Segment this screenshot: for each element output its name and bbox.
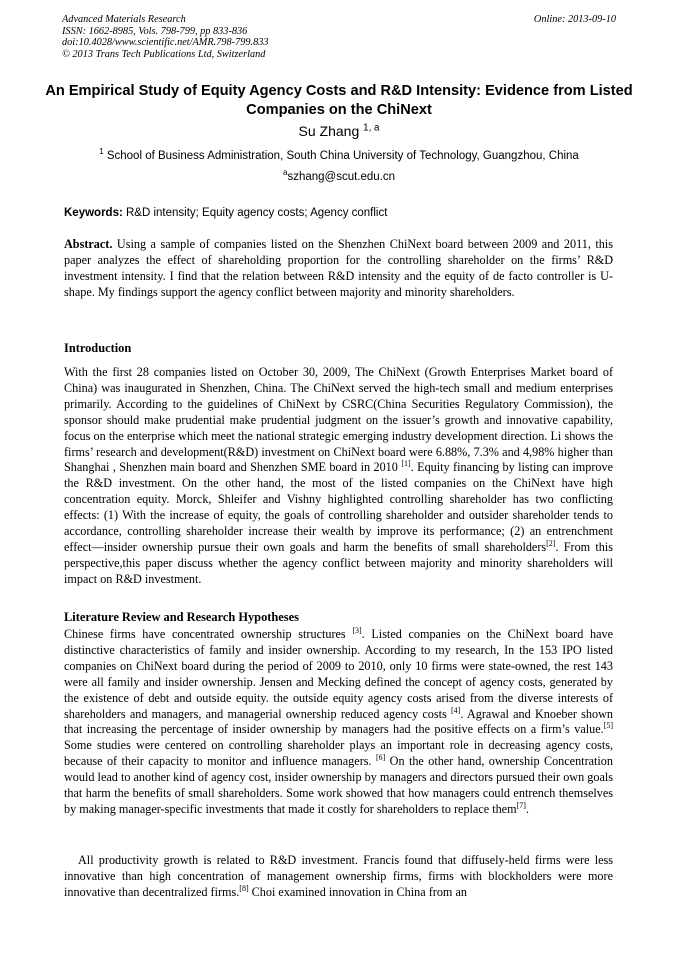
affiliation-text: School of Business Administration, South China University of Technology, Guangzhou, China [106,150,579,162]
citation-8: [8] [239,883,249,893]
author-superscript: 1, a [363,122,380,134]
literature-paragraph-1 [64,627,613,818]
citation-1: [1] [401,459,411,469]
keywords-label: Keywords: [64,207,123,219]
citation-2: [2] [546,538,556,548]
introduction-heading: Introduction [64,341,132,355]
citation-3: [3] [352,625,362,635]
citation-4: [4] [451,705,461,715]
literature-paragraph-2 [64,853,613,901]
keywords-text: R&D intensity; Equity agency costs; Agency conflict [126,207,388,219]
citation-6: [6] [375,753,386,763]
introduction-paragraph [64,365,613,588]
doi-line: doi:10.4028/www.scientific.net/AMR.798-799.833 [62,37,269,49]
lit-text-e: On the other hand, ownership Concentration would lead to another kind of agency cost, insider ownership by managers and directors pursued their own goals that harm the benefits of small shareholders. Some work showed that how managers could entrench themselves by making manager-specific investments that made it costly for shareholders to replace them [64,754,613,816]
lit-text-a: Chinese firms have concentrated ownership structures [64,627,353,641]
affiliation-line [0,147,678,162]
email-line [0,168,678,183]
lit-text-p2b: Choi examined innovation in China from an [248,884,467,899]
affiliation-superscript: 1 [99,147,104,157]
email-address[interactable]: szhang@scut.edu.cn [287,171,396,183]
email-superscript: a [282,168,288,178]
abstract-label: Abstract. [64,237,113,251]
intro-text-1: With the first 28 companies listed on October 30, 2009, The ChiNext (Growth Enterprises Market board of China) was inaugurated in Shenzhen, China. The ChiNext served the high-tech small and medium enterprises primarily. According to the guidelines of ChiNext by CSRC(China Securities Regulatory Commission), the sponsor should make prudential make prudential judgment on the issuer’s growth and innovative capability, focus on the enterprise which meet the national strategic emerging industry development direction. Li shows the firms’ research and development(R&D) investment on ChiNext board were 6.88%, 7.3% and 4,98% higher than Shanghai , Shenzhen main board and Shenzhen SME board in 2010 [64,365,613,475]
literature-heading: Literature Review and Research Hypotheses [64,610,299,624]
author-line [0,123,678,139]
abstract [64,237,613,301]
lit-text-c: . Agrawal and Knoeber shown that increasing the percentage of insider ownership by managers had the positive effects on a firm’s value. [64,706,613,737]
intro-text-2: . Equity financing by listing can improve the R&D investment. On the other hand, the most of the listed companies on the ChiNext have high concentration equity. Morck, Shleifer and Vishny highlighted controlling shareholder has two conflicting effects: (1) With the increase of equity, the goals of controlling shareholder and outsider shareholder tends to accordance, controlling shareholder increase their wealth by improve its performance; (2) an entrenchment effect—insider ownership pursue their own goals and harm the benefits of small shareholders [64,460,613,554]
citation-7: [7] [516,800,526,810]
lit-text-p2a: All productivity growth is related to R&D investment. Francis found that diffusely-held firms were less innovative than high concentration of management ownership firms, firms with blockholders were more innovative than decentralized firms. [64,853,613,899]
journal-name: Advanced Materials Research [62,14,186,25]
paper-title: An Empirical Study of Equity Agency Costs and R&D Intensity: Evidence from Listed Companies on the ChiNext [45,83,633,118]
intro-text-3: . From this perspective,this paper discuss whether the agency conflict between majority and minority shareholders will impact on R&D investment. [64,539,613,586]
lit-text-d: Some studies were centered on controlling shareholder plays an important role in decreasing agency costs, because of their capacity to monitor and influence managers. [64,738,613,769]
abstract-text: Using a sample of companies listed on the Shenzhen ChiNext board between 2009 and 2011, this paper analyzes the effect of shareholding proportion for the controlling shareholder on the firms’ R&D investment intensity. I find that the relation between R&D intensity and the equity of de facto controller is U-shape. My findings support the agency conflict between majority and minority shareholders. [64,237,613,299]
copyright-line: © 2013 Trans Tech Publications Ltd, Switzerland [62,48,266,60]
online-date: Online: 2013-09-10 [533,14,616,25]
lit-text-b: . Listed companies on the ChiNext board have distinctive characteristics of family and insider ownership. According to my research, In the 153 IPO listed companies on ChiNext board during the period of 2009 to 2010, only 10 firms were state-owned, the rest 143 were all family and insider ownership. Jensen and Mecking defined the concept of agency costs, generated by the existence of debt and outside equity. the outside equity agency costs arised from the diverse interests of shareholders and managers, and managerial ownership reduced agency costs [64,627,613,721]
journal-header [62,14,616,60]
keywords [64,207,387,219]
citation-5: [5] [603,721,613,731]
lit-text-f: . [525,801,529,816]
issn-line: ISSN: 1662-8985, Vols. 798-799, pp 833-836 [62,25,248,37]
author-name: Su Zhang [298,123,360,139]
